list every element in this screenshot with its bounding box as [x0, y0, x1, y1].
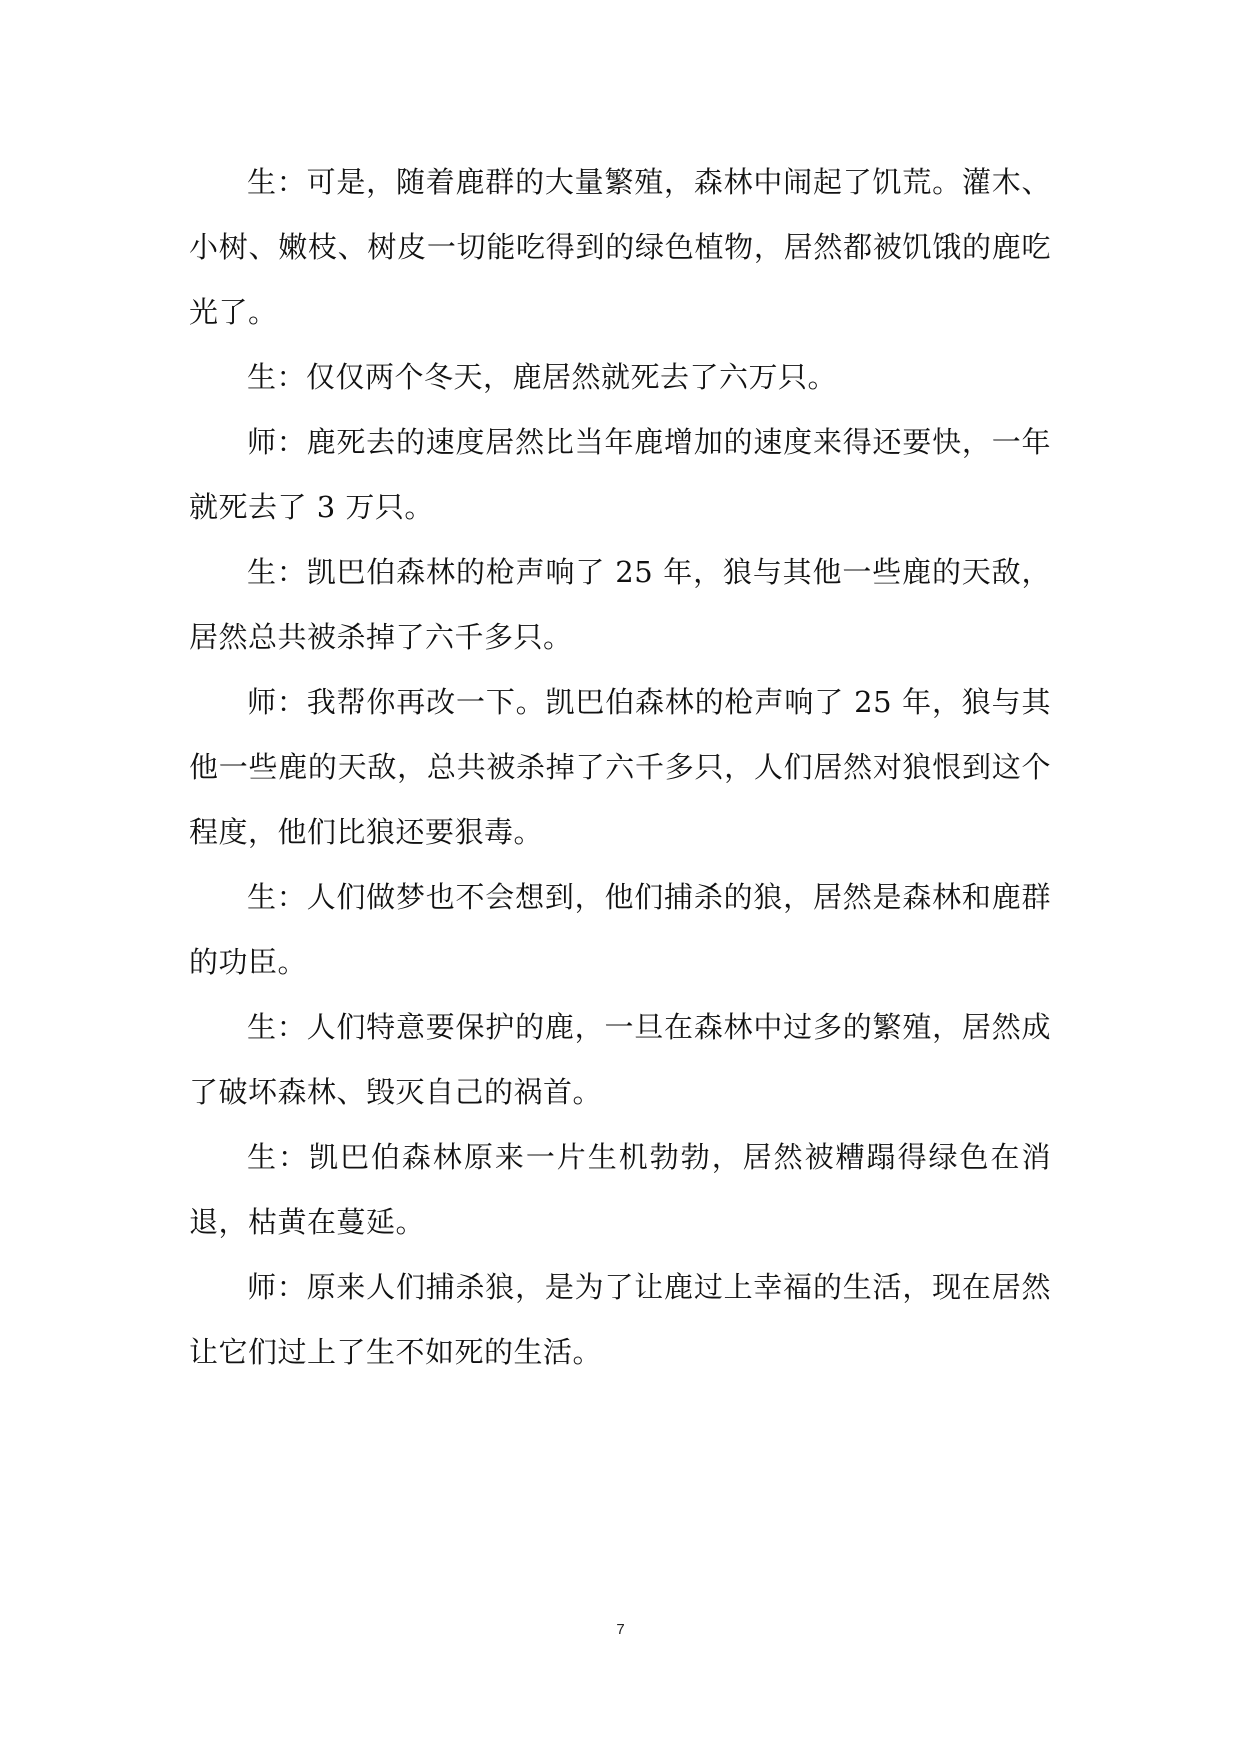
paragraph: 生：人们做梦也不会想到，他们捕杀的狼，居然是森林和鹿群的功臣。: [189, 880, 1051, 979]
paragraph: 生：凯巴伯森林原来一片生机勃勃，居然被糟蹋得绿色在消退，枯黄在蔓延。: [189, 1140, 1051, 1239]
page-number: 7: [616, 1621, 625, 1638]
paragraph: 生：人们特意要保护的鹿，一旦在森林中过多的繁殖，居然成了破坏森林、毁灭自己的祸首。: [189, 1010, 1051, 1109]
paragraph: 师：原来人们捕杀狼，是为了让鹿过上幸福的生活，现在居然让它们过上了生不如死的生活。: [189, 1270, 1051, 1369]
paragraph: 生：可是，随着鹿群的大量繁殖，森林中闹起了饥荒。灌木、小树、嫩枝、树皮一切能吃得到的绿色植物，居然都被饥饿的鹿吃光了。: [189, 165, 1051, 329]
paragraph: 师：我帮你再改一下。凯巴伯森林的枪声响了 25 年，狼与其他一些鹿的天敌，总共被杀掉了六千多只，人们居然对狼恨到这个程度，他们比狼还要狠毒。: [189, 685, 1051, 849]
paragraph: 生：凯巴伯森林的枪声响了 25 年，狼与其他一些鹿的天敌，居然总共被杀掉了六千多只。: [189, 555, 1051, 654]
page-body: [189, 150, 1051, 1385]
paragraph: 师：鹿死去的速度居然比当年鹿增加的速度来得还要快，一年就死去了 3 万只。: [189, 425, 1051, 524]
paragraph: 生：仅仅两个冬天，鹿居然就死去了六万只。: [247, 360, 838, 394]
